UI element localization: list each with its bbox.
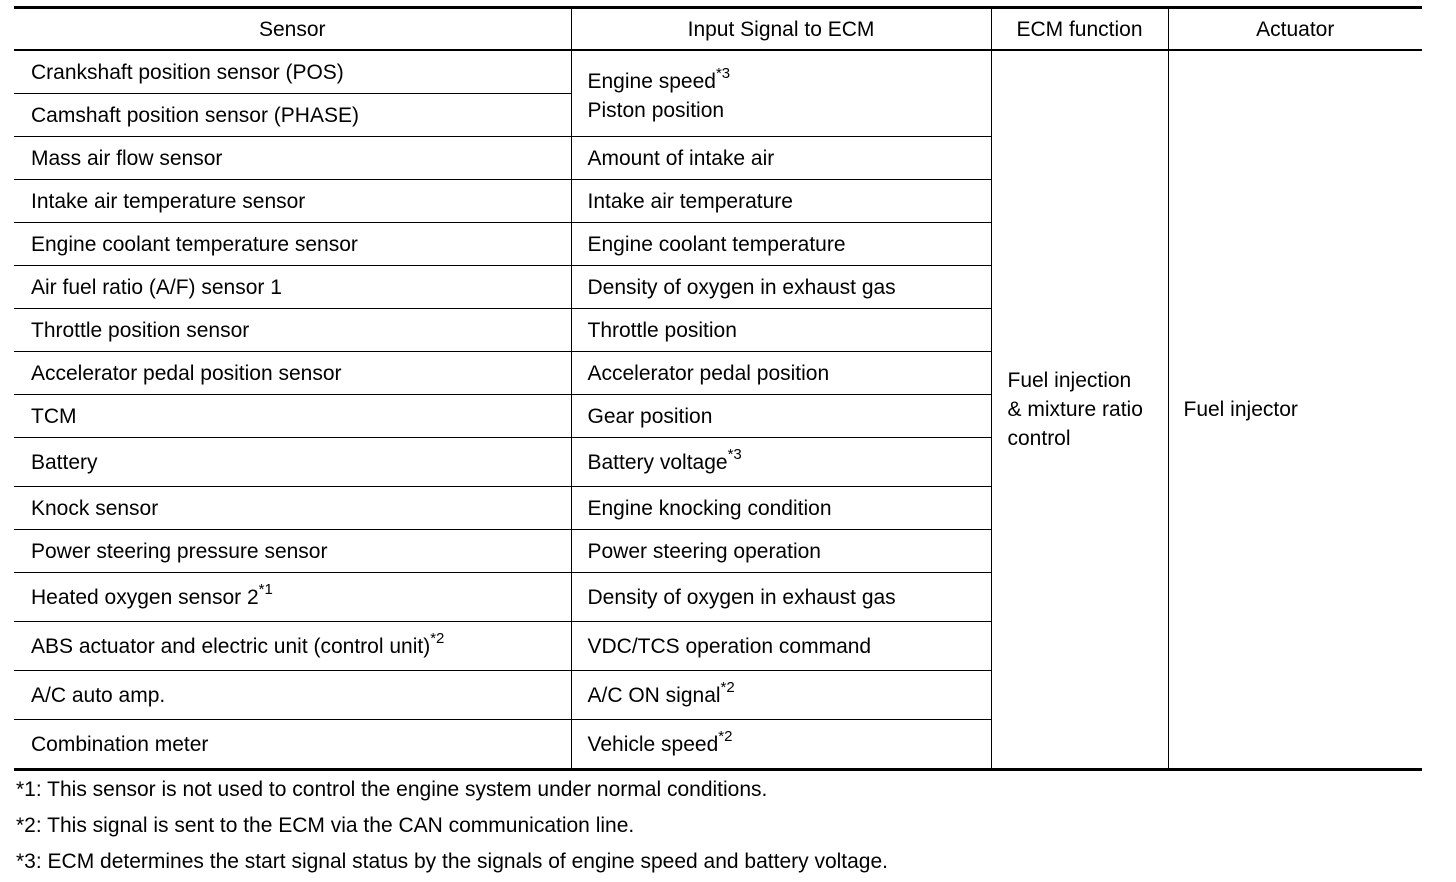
input-signal-cell: VDC/TCS operation command xyxy=(571,622,991,671)
sensor-cell: Mass air flow sensor xyxy=(14,137,571,180)
input-signal-cell: Density of oxygen in exhaust gas xyxy=(571,266,991,309)
input-signal-cell: Intake air temperature xyxy=(571,180,991,223)
input-signal-cell: Accelerator pedal position xyxy=(571,352,991,395)
sensor-cell: Intake air temperature sensor xyxy=(14,180,571,223)
input-signal-line xyxy=(587,64,991,96)
input-signal-cell xyxy=(571,671,991,720)
sensor-cell: Throttle position sensor xyxy=(14,309,571,352)
sensor-cell: Accelerator pedal position sensor xyxy=(14,352,571,395)
footnote-marker: *3 xyxy=(727,445,742,463)
ecm-function-line: control xyxy=(1007,427,1071,450)
sensor-text: Heated oxygen sensor 2 xyxy=(31,585,259,609)
input-signal-text: Engine speed xyxy=(587,69,716,93)
input-signal-cell: Density of oxygen in exhaust gas xyxy=(571,573,991,622)
sensor-cell: Power steering pressure sensor xyxy=(14,530,571,573)
footnote-marker: *3 xyxy=(715,64,731,82)
footnote: *3: ECM determines the start signal status by the signals of engine speed and battery voltage. xyxy=(16,850,889,873)
sensor-cell: A/C auto amp. xyxy=(14,671,571,720)
sensor-cell: Camshaft position sensor (PHASE) xyxy=(14,94,571,137)
sensor-cell: TCM xyxy=(14,395,571,438)
document xyxy=(14,6,1422,880)
header-row xyxy=(14,8,1422,51)
table-row xyxy=(14,50,1422,94)
input-signal-cell: Power steering operation xyxy=(571,530,991,573)
input-signal-cell: Throttle position xyxy=(571,309,991,352)
input-signal-cell: Engine knocking condition xyxy=(571,487,991,530)
footnote: *1: This sensor is not used to control the engine system under normal conditions. xyxy=(16,778,768,801)
input-signal-cell xyxy=(571,438,991,487)
ecm-input-output-table xyxy=(14,6,1422,771)
ecm-function-line: Fuel injection xyxy=(1007,369,1132,392)
footnote-marker: *2 xyxy=(718,727,733,745)
header-sensor: Sensor xyxy=(14,8,571,51)
sensor-cell: Air fuel ratio (A/F) sensor 1 xyxy=(14,266,571,309)
footnote-marker: *1 xyxy=(258,580,273,598)
footnote: *2: This signal is sent to the ECM via the CAN communication line. xyxy=(16,814,635,837)
input-signal-line: Piston position xyxy=(587,98,725,122)
input-signal-cell-merged xyxy=(571,50,991,137)
footnotes xyxy=(14,772,1422,880)
sensor-cell: Combination meter xyxy=(14,720,571,770)
sensor-cell: Crankshaft position sensor (POS) xyxy=(14,50,571,94)
input-signal-text: Vehicle speed xyxy=(587,732,719,756)
input-signal-cell xyxy=(571,720,991,770)
input-signal-cell: Amount of intake air xyxy=(571,137,991,180)
input-signal-cell: Gear position xyxy=(571,395,991,438)
sensor-cell: Engine coolant temperature sensor xyxy=(14,223,571,266)
sensor-cell xyxy=(14,573,571,622)
header-input-signal: Input Signal to ECM xyxy=(571,8,991,51)
footnote-marker: *2 xyxy=(720,678,735,696)
ecm-function-cell xyxy=(991,50,1168,770)
actuator-cell: Fuel injector xyxy=(1168,50,1422,770)
input-signal-cell: Engine coolant temperature xyxy=(571,223,991,266)
sensor-cell: Battery xyxy=(14,438,571,487)
footnote-marker: *2 xyxy=(430,629,445,647)
header-ecm-function: ECM function xyxy=(991,8,1168,51)
sensor-cell xyxy=(14,622,571,671)
ecm-function-line: & mixture ratio xyxy=(1007,398,1143,421)
sensor-cell: Knock sensor xyxy=(14,487,571,530)
input-signal-text: A/C ON signal xyxy=(587,683,721,707)
header-actuator: Actuator xyxy=(1168,8,1422,51)
input-signal-text: Battery voltage xyxy=(587,450,728,474)
sensor-text: ABS actuator and electric unit (control unit) xyxy=(31,634,431,658)
